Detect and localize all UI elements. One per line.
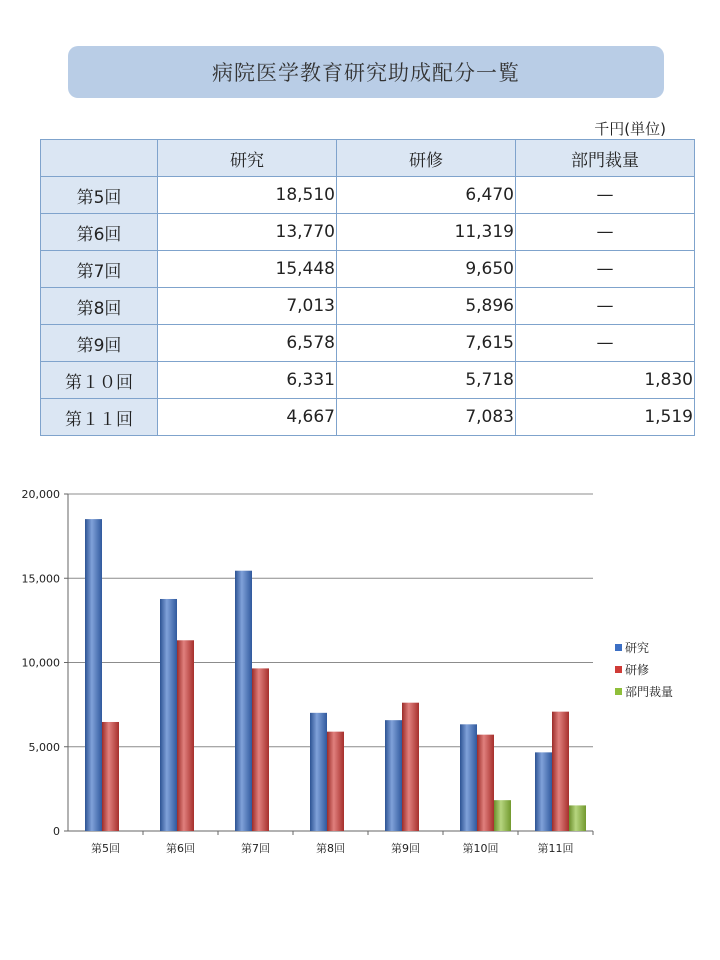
- bar-研究: [385, 720, 402, 831]
- cell-training: 5,718: [337, 362, 516, 399]
- bar-研修: [177, 640, 194, 831]
- bar-研究: [160, 599, 177, 831]
- row-label: 第8回: [41, 288, 158, 325]
- bar-研究: [85, 519, 102, 831]
- bar-研修: [477, 735, 494, 831]
- table-row: [41, 214, 695, 251]
- header-research: 研究: [158, 140, 337, 177]
- header-empty: [41, 140, 158, 177]
- x-tick-label: 第8回: [316, 842, 345, 855]
- bar-研修: [252, 668, 269, 831]
- cell-research: 4,667: [158, 399, 337, 436]
- header-training: 研修: [337, 140, 516, 177]
- legend-swatch: [615, 688, 622, 695]
- page-title: 病院医学教育研究助成配分一覧: [212, 61, 520, 85]
- allocation-bar-chart: [0, 470, 720, 870]
- x-tick-label: 第9回: [391, 842, 420, 855]
- cell-department: 1,519: [516, 399, 695, 436]
- bar-研究: [535, 752, 552, 831]
- bar-研修: [552, 712, 569, 831]
- table-row: [41, 399, 695, 436]
- legend-label: 研修: [625, 663, 650, 677]
- allocation-table: [40, 139, 695, 436]
- cell-research: 7,013: [158, 288, 337, 325]
- legend-label: 部門裁量: [625, 685, 674, 699]
- cell-training: 9,650: [337, 251, 516, 288]
- legend-swatch: [615, 666, 622, 673]
- table-row: [41, 325, 695, 362]
- legend-label: 研究: [625, 641, 650, 655]
- bar-研究: [235, 571, 252, 831]
- table-row: [41, 362, 695, 399]
- bar-部門裁量: [494, 800, 511, 831]
- row-label: 第１１回: [41, 399, 158, 436]
- unit-label: 千円(単位): [594, 120, 666, 138]
- row-label: 第6回: [41, 214, 158, 251]
- cell-training: 5,896: [337, 288, 516, 325]
- table-row: [41, 288, 695, 325]
- cell-department: —: [516, 251, 695, 288]
- cell-department: —: [516, 214, 695, 251]
- cell-training: 7,083: [337, 399, 516, 436]
- cell-department: —: [516, 177, 695, 214]
- cell-research: 13,770: [158, 214, 337, 251]
- table-row: [41, 251, 695, 288]
- x-tick-label: 第6回: [166, 842, 195, 855]
- table-row: [41, 177, 695, 214]
- bar-研修: [327, 732, 344, 831]
- cell-training: 11,319: [337, 214, 516, 251]
- x-tick-label: 第11回: [537, 842, 574, 855]
- y-tick-label: 20,000: [21, 488, 60, 501]
- row-label: 第5回: [41, 177, 158, 214]
- bar-研究: [460, 724, 477, 831]
- cell-training: 7,615: [337, 325, 516, 362]
- y-tick-label: 10,000: [21, 656, 60, 670]
- y-tick-label: 15,000: [21, 572, 60, 586]
- cell-department: 1,830: [516, 362, 695, 399]
- cell-department: —: [516, 288, 695, 325]
- bar-研修: [402, 703, 419, 831]
- x-tick-label: 第7回: [241, 842, 270, 855]
- row-label: 第9回: [41, 325, 158, 362]
- bar-研究: [310, 713, 327, 831]
- table-header-row: [41, 140, 695, 177]
- row-label: 第１０回: [41, 362, 158, 399]
- x-tick-label: 第10回: [462, 842, 499, 855]
- bar-部門裁量: [569, 805, 586, 831]
- cell-department: —: [516, 325, 695, 362]
- y-tick-label: 0: [53, 825, 60, 838]
- cell-research: 18,510: [158, 177, 337, 214]
- cell-training: 6,470: [337, 177, 516, 214]
- y-tick-label: 5,000: [28, 740, 60, 754]
- bar-研修: [102, 722, 119, 831]
- cell-research: 6,578: [158, 325, 337, 362]
- header-department: 部門裁量: [516, 140, 695, 177]
- legend-swatch: [615, 644, 622, 651]
- row-label: 第7回: [41, 251, 158, 288]
- title-banner: [68, 46, 664, 98]
- cell-research: 15,448: [158, 251, 337, 288]
- cell-research: 6,331: [158, 362, 337, 399]
- x-tick-label: 第5回: [91, 842, 120, 855]
